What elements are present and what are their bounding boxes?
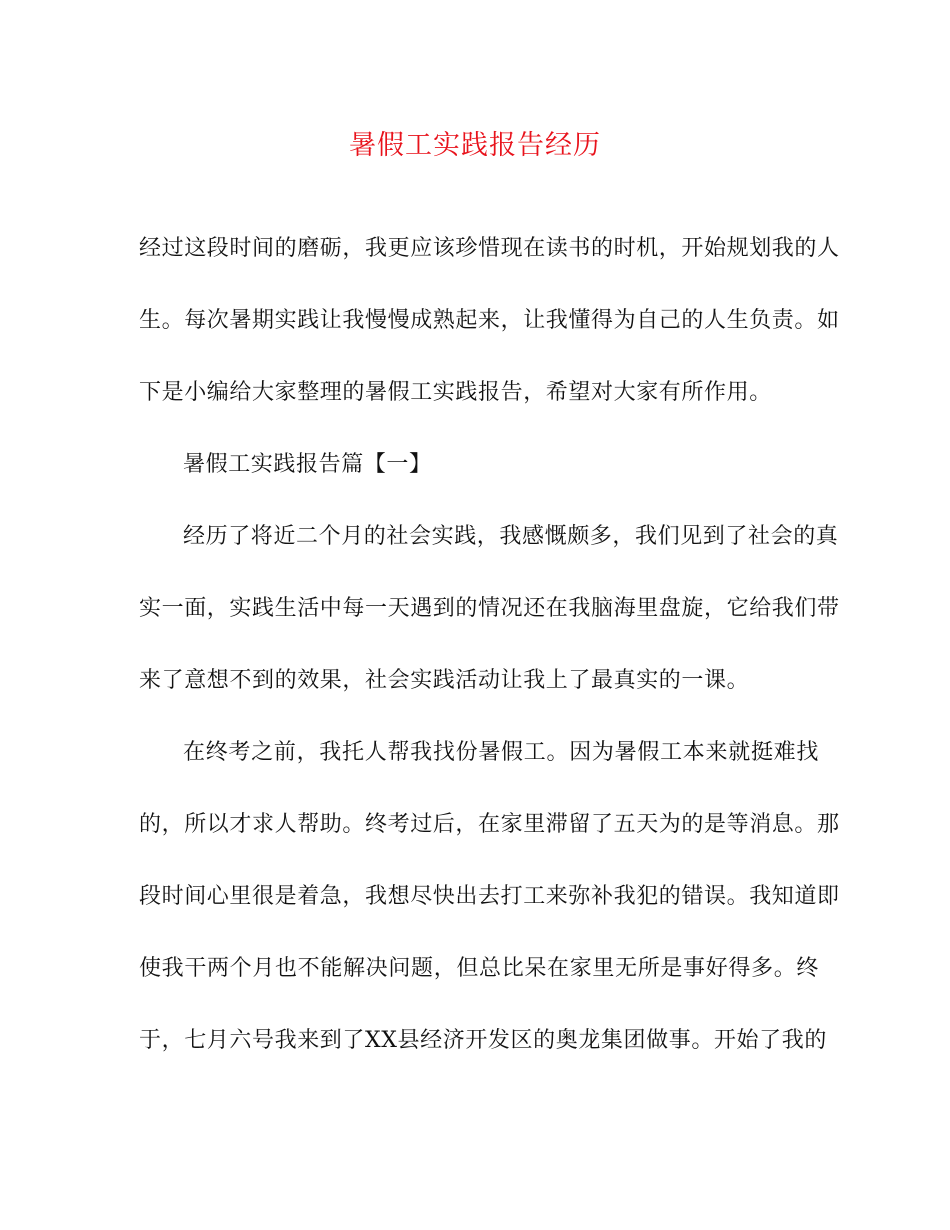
section-heading: 暑假工实践报告篇【一】	[183, 452, 432, 477]
paragraph-line: 于，七月六号我来到了XX县经济开发区的奥龙集团做事。开始了我的	[139, 1028, 827, 1053]
paragraph-line: 的，所以才求人帮助。终考过后，在家里滞留了五天为的是等消息。那	[139, 812, 840, 837]
document-title: 暑假工实践报告经历	[349, 130, 601, 161]
paragraph-line: 在终考之前，我托人帮我找份暑假工。因为暑假工本来就挺难找	[183, 740, 819, 765]
paragraph-line: 生。每次暑期实践让我慢慢成熟起来，让我懂得为自己的人生负责。如	[139, 308, 840, 333]
paragraph-line: 实一面，实践生活中每一天遇到的情况还在我脑海里盘旋，它给我们带	[139, 596, 840, 621]
paragraph-line: 来了意想不到的效果，社会实践活动让我上了最真实的一课。	[139, 668, 750, 693]
paragraph-line: 经历了将近二个月的社会实践，我感慨颇多，我们见到了社会的真	[183, 524, 839, 549]
paragraph-line: 下是小编给大家整理的暑假工实践报告，希望对大家有所作用。	[139, 380, 772, 405]
paragraph-line: 段时间心里很是着急，我想尽快出去打工来弥补我犯的错误。我知道即	[139, 884, 840, 909]
paragraph-line: 使我干两个月也不能解决问题，但总比呆在家里无所是事好得多。终	[139, 956, 819, 981]
paragraph-line: 经过这段时间的磨砺，我更应该珍惜现在读书的时机，开始规划我的人	[139, 236, 840, 261]
